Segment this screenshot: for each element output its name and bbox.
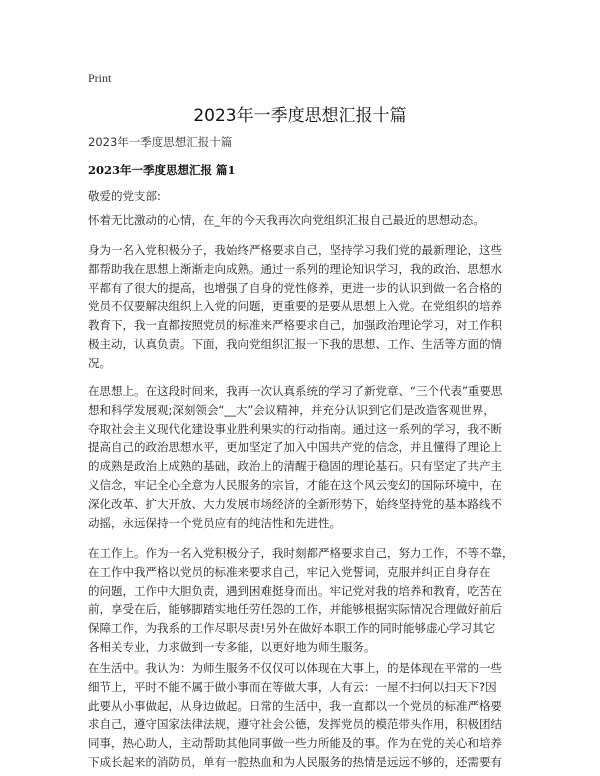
paragraph-line: 的问题，工作中大胆负责，遇到困难挺身而出。牢记党对我的培养和教育，吃苦在 [88,583,502,598]
paragraph-line: 在思想上。在这段时间来，我再一次认真系统的学习了新党章、“三个代表”重要思 [88,384,503,398]
paragraph-line: 前，享受在后，能够脚踏实地任劳任怨的工作，并能够根据实际情况合理做好前后 [88,602,502,617]
paragraph-line: 夺取社会主义现代化建设事业胜利果实的行动指南。通过这一系列的学习，我不断 [88,421,502,436]
paragraph-line: 下成长起来的消防员，单有一腔热血和为人民服务的热情是远远不够的，还需要有 [88,754,502,769]
paragraph-line: 动摇，永远保持一个党员应有的纯洁性和先进性。 [88,515,341,530]
paragraph-line: 教育下，我一直都按照党员的标准来严格要求自己，加强政治理论学习，对工作积 [88,318,502,333]
paragraph-line: 义信念，牢记全心全意为人民服务的宗旨，才能在这个风云变幻的国际环境中，在 [88,477,502,492]
paragraph-line: 求自己，遵守国家法律法规，遵守社会公德，发挥党员的模范带头作用，积极团结 [88,717,502,732]
paragraph-line: 况。 [88,355,111,370]
paragraph-line: 保障工作，为我系的工作尽职尽责!另外在做好本职工作的同时能够虚心学习其它 [88,621,496,636]
paragraph-line: 极主动，认真负责。下面，我向党组织汇报一下我的思想、工作、生活等方面的情 [88,336,502,351]
paragraph-line: 的成熟是政治上成熟的基础，政治上的清醒于稳固的理论基石。只有坚定了共产主 [88,459,502,474]
paragraph-line: 都帮助我在思想上渐渐走向成熟。通过一系列的理论知识学习，我的政治、思想水 [88,261,502,276]
paragraph-line: 身为一名入党积极分子，我始终严格要求自己，坚持学习我们党的最新理论，这些 [88,243,502,257]
paragraph-line: 党员不仅要解决组织上入党的问题，更重要的是要从思想上入党。在党组织的培养 [88,299,502,314]
salutation: 敬爱的党支部: [88,189,161,203]
paragraph-5 [88,659,518,772]
paragraph-4 [88,544,518,657]
paragraph-line: 细节上，平时不能不属于做小事而在等做大事，人有云：一屋不扫何以扫天下?因 [88,679,497,694]
paragraph-line: 平都有了很大的提高，也增强了自身的党性修养，更进一步的认识到做一名合格的 [88,280,502,295]
print-link[interactable]: Print [88,71,112,85]
paragraph-2 [88,241,518,373]
paragraph-line: 此要从小事做起，从身边做起。日常的生活中，我一直都以一个党员的标准严格要 [88,698,502,713]
paragraph-line: 各相关专业，力求做到一专多能，以更好地为师生服务。 [88,639,376,654]
paragraph-line: 在生活中。我认为：为师生服务不仅仅可以体现在大事上，的是体现在平常的一些 [88,661,502,675]
page-title: 2023年一季度思想汇报十篇 [193,106,407,126]
section-heading: 2023年一季度思想汇报 篇1 [88,163,236,177]
paragraph-3 [88,382,518,532]
paragraph-line: 想和科学发展观;深刻领会“__大”会议精神，并充分认识到它们是改造客观世界， [88,402,495,417]
paragraph-line: 深化改革、扩大开放、大力发展市场经济的全新形势下，始终坚持党的基本路线不 [88,496,502,511]
paragraph-line: 在工作上。作为一名入党积极分子，我时刻都严格要求自己，努力工作，不等不靠， [88,546,514,560]
paragraph-line: 怀着无比激动的心情，在_年的今天我再次向党组织汇报自己最近的思想动态。 [88,213,485,227]
paragraph-line: 在工作中我严格以党员的标准来要求自己，牢记入党誓词，克服并纠正自身存在 [88,564,491,579]
paragraph-1 [88,211,518,230]
paragraph-line: 提高自己的政治思想水平，更加坚定了加入中国共产党的信念，并且懂得了理论上 [88,440,502,455]
document-subtitle: 2023年一季度思想汇报十篇 [88,135,233,149]
paragraph-line: 同事，热心助人，主动帮助其他同事做一些力所能及的事。作为在党的关心和培养 [88,736,502,751]
